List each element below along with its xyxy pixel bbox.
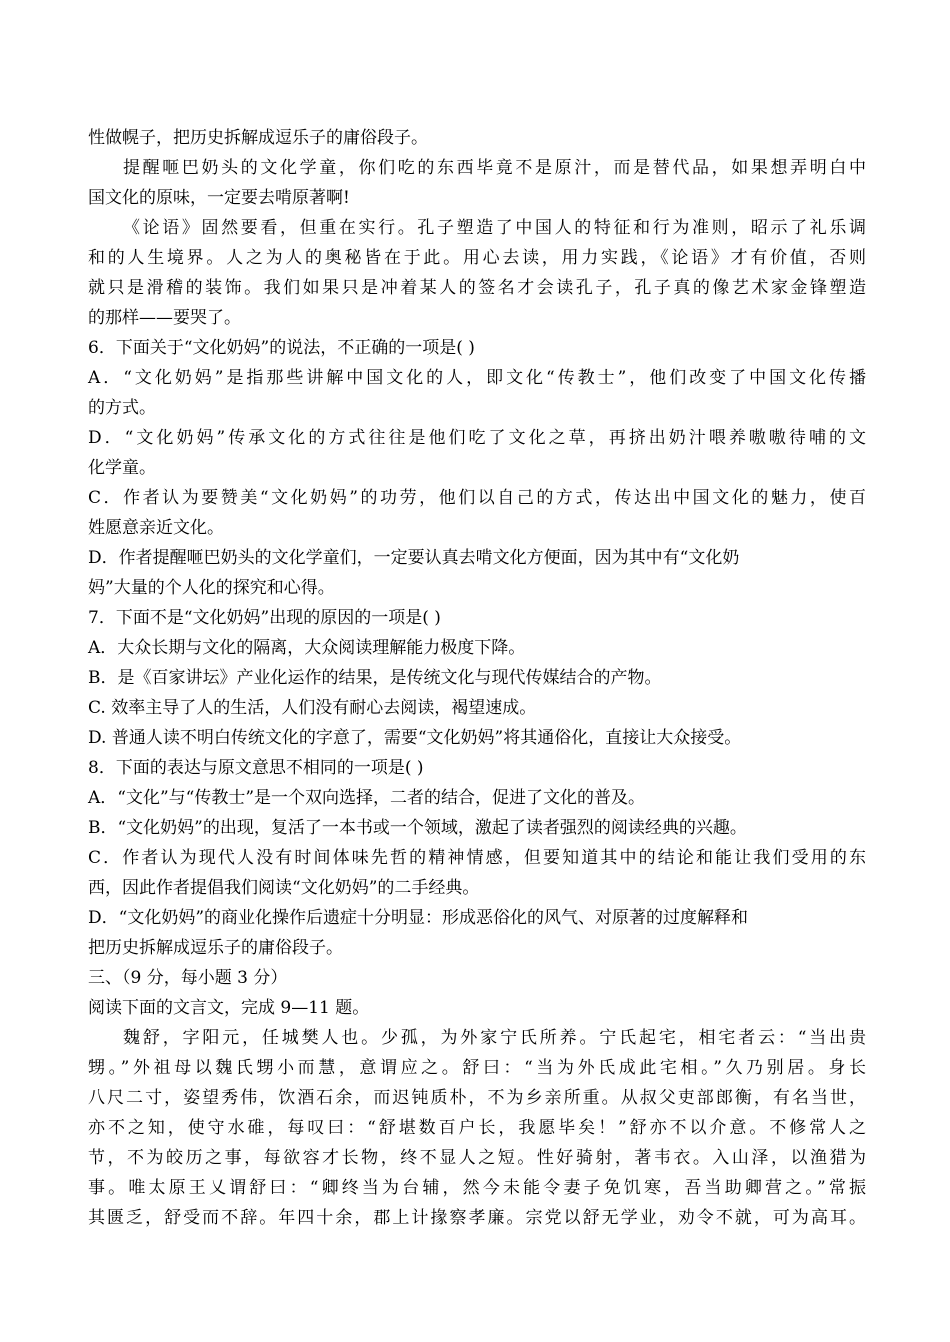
text-line: 阅读下面的文言文，完成 9—11 题。 xyxy=(88,998,370,1018)
text-line: 8．下面的表达与原文意思不相同的一项是( ) xyxy=(88,758,424,778)
text-line: D．作者提醒咂巴奶头的文化学童们，一定要认真去啃文化方便面，因为其中有“文化奶 xyxy=(88,548,740,568)
text-line: C．作者认为要赞美“文化奶妈”的功劳，他们以自己的方式，传达出中国文化的魅力，使百 xyxy=(88,488,866,508)
text-line: C. 效率主导了人的生活，人们没有耐心去阅读，褐望速成。 xyxy=(88,698,537,718)
text-line: 八尺二寸，姿望秀伟，饮酒石余，而迟钝质朴，不为乡亲所重。从叔父吏部郎衡，有名当世， xyxy=(88,1088,866,1108)
text-line: 三、（9 分，每小题 3 分） xyxy=(88,968,288,988)
text-line: 和的人生境界。人之为人的奥秘皆在于此。用心去读，用力实践，《论语》才有价值，否则 xyxy=(88,248,866,268)
text-line: A．“文化”与“传教士”是一个双向选择，二者的结合，促进了文化的普及。 xyxy=(88,788,646,808)
text-line: 西，因此作者提倡我们阅读“文化奶妈”的二手经典。 xyxy=(88,878,480,898)
text-line: 《论语》固然要看，但重在实行。孔子塑造了中国人的特征和行为准则，昭示了礼乐调 xyxy=(123,218,866,238)
text-line: 妈”大量的个人化的探究和心得。 xyxy=(88,578,335,598)
text-line: 国文化的原味，一定要去啃原著啊! xyxy=(88,188,350,208)
text-line: 亦不之知，使守水碓，每叹曰：“舒堪数百户长，我愿毕矣！”舒亦不以介意。不修常人之 xyxy=(88,1118,866,1138)
text-line: D．“文化奶妈”传承文化的方式往往是他们吃了文化之草，再挤出奶汁喂养嗷嗷待哺的文 xyxy=(88,428,866,448)
text-line: A．“文化奶妈”是指那些讲解中国文化的人，即文化“传教士”，他们改变了中国文化传播 xyxy=(88,368,866,388)
text-line: D. 普通人读不明白传统文化的字意了，需要“文化奶妈”将其通俗化，直接让大众接受。 xyxy=(88,728,742,748)
text-line: 的方式。 xyxy=(88,398,156,418)
text-line: 其匮乏，舒受而不辞。年四十余，郡上计掾察孝廉。宗党以舒无学业，劝令不就，可为高耳。 xyxy=(88,1208,866,1228)
text-line: 就只是滑稽的装饰。我们如果只是冲着某人的签名才会读孔子，孔子真的像艺术家金锋塑造 xyxy=(88,278,866,298)
text-line: 的那样——要哭了。 xyxy=(88,308,241,328)
text-line: 7．下面不是“文化奶妈”出现的原因的一项是( ) xyxy=(88,608,441,628)
text-line: B．是《百家讲坛》产业化运作的结果，是传统文化与现代传媒结合的产物。 xyxy=(88,668,662,688)
text-line: 姓愿意亲近文化。 xyxy=(88,518,224,538)
text-line: 化学童。 xyxy=(88,458,156,478)
text-line: 把历史拆解成逗乐子的庸俗段子。 xyxy=(88,938,343,958)
text-line: 甥。”外祖母以魏氏甥小而慧，意谓应之。舒曰：“当为外氏成此宅相。”久乃别居。身长 xyxy=(88,1058,866,1078)
text-line: 事。唯太原王乂谓舒曰：“卿终当为台辅，然今未能令妻子免饥寒，吾当助卿营之。”常振 xyxy=(88,1178,866,1198)
text-line: 节，不为皎历之事，每欲容才长物，终不显人之短。性好骑射，著韦衣。入山泽，以渔猎为 xyxy=(88,1148,866,1168)
text-line: C．作者认为现代人没有时间体味先哲的精神情感，但要知道其中的结论和能让我们受用的东 xyxy=(88,848,866,868)
text-line: 6．下面关于“文化奶妈”的说法，不正确的一项是( ) xyxy=(88,338,475,358)
text-line: A．大众长期与文化的隔离，大众阅读理解能力极度下降。 xyxy=(88,638,526,658)
text-line: 魏舒，字阳元，任城樊人也。少孤，为外家宁氏所养。宁氏起宅，相宅者云：“当出贵 xyxy=(123,1028,866,1048)
text-line: 性做幌子，把历史拆解成逗乐子的庸俗段子。 xyxy=(88,128,428,148)
text-line: B．“文化奶妈”的出现，复活了一本书或一个领域，激起了读者强烈的阅读经典的兴趣。 xyxy=(88,818,747,838)
text-line: 提醒咂巴奶头的文化学童，你们吃的东西毕竟不是原汁，而是替代品，如果想弄明白中 xyxy=(123,158,866,178)
text-line: D．“文化奶妈”的商业化操作后遗症十分明显：形成恶俗化的风气、对原著的过度解释和 xyxy=(88,908,749,928)
